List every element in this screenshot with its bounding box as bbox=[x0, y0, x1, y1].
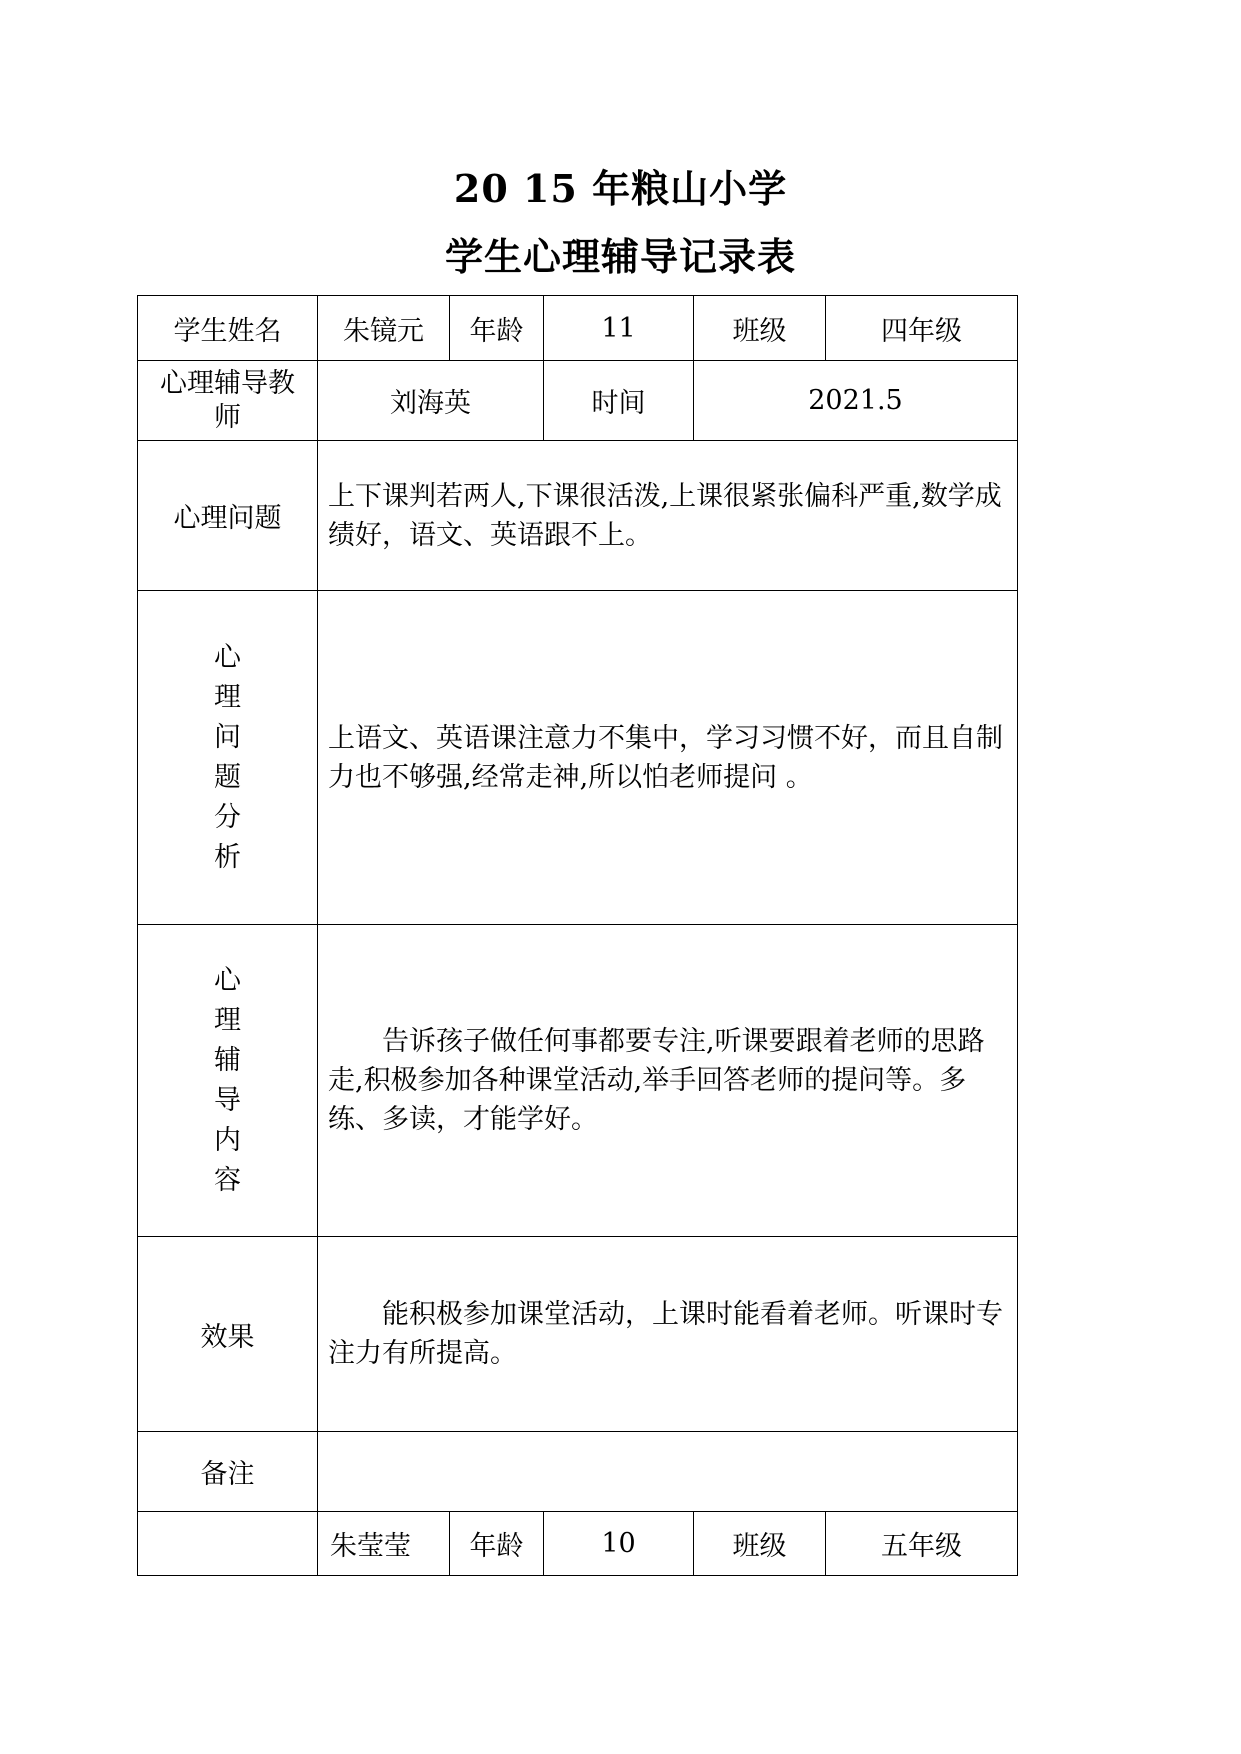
student-name-label: 学生姓名 bbox=[138, 296, 318, 361]
document-subtitle: 学生心理辅导记录表 bbox=[444, 234, 796, 279]
remark-row bbox=[138, 1432, 1018, 1512]
effect-label: 效果 bbox=[138, 1237, 318, 1432]
content-row bbox=[138, 925, 1018, 1237]
teacher-value: 刘海英 bbox=[318, 361, 544, 441]
teacher-label: 心理辅导教师 bbox=[160, 367, 295, 433]
class-label: 班级 bbox=[694, 296, 826, 361]
remark-label: 备注 bbox=[138, 1432, 318, 1512]
class-value-2: 五年级 bbox=[826, 1512, 1018, 1576]
student-info-row-2 bbox=[138, 1512, 1018, 1576]
remark-text bbox=[318, 1432, 1018, 1512]
class-value: 四年级 bbox=[826, 296, 1018, 361]
analysis-label: 心理问题分析 bbox=[213, 641, 241, 873]
age-label-2: 年龄 bbox=[450, 1512, 544, 1576]
problem-text: 上下课判若两人,下课很活泼,上课很紧张偏科严重,数学成绩好，语文、英语跟不上。 bbox=[318, 441, 1018, 591]
student-name-value-2: 朱莹莹 bbox=[318, 1512, 450, 1576]
effect-text: 能积极参加课堂活动，上课时能看着老师。听课时专注力有所提高。 bbox=[318, 1237, 1018, 1432]
age-value: 11 bbox=[544, 296, 694, 361]
age-value-2: 10 bbox=[544, 1512, 694, 1576]
document-title: 20 15 年粮山小学 bbox=[453, 166, 788, 211]
time-label: 时间 bbox=[544, 361, 694, 441]
student-info-row bbox=[138, 296, 1018, 361]
student-name-label-2 bbox=[138, 1512, 318, 1576]
problem-row bbox=[138, 441, 1018, 591]
content-text: 告诉孩子做任何事都要专注,听课要跟着老师的思路走,积极参加各种课堂活动,举手回答老师的提问等。多练、多读，才能学好。 bbox=[318, 925, 1018, 1237]
problem-label: 心理问题 bbox=[138, 441, 318, 591]
student-name-value: 朱镜元 bbox=[318, 296, 450, 361]
record-table bbox=[137, 295, 1018, 1576]
effect-row bbox=[138, 1237, 1018, 1432]
age-label: 年龄 bbox=[450, 296, 544, 361]
content-label: 心理辅导内容 bbox=[213, 964, 241, 1196]
class-label-2: 班级 bbox=[694, 1512, 826, 1576]
teacher-row bbox=[138, 361, 1018, 441]
analysis-text: 上语文、英语课注意力不集中，学习习惯不好，而且自制力也不够强,经常走神,所以怕老师提问 。 bbox=[318, 591, 1018, 925]
analysis-row bbox=[138, 591, 1018, 925]
time-value: 2021.5 bbox=[694, 361, 1018, 441]
